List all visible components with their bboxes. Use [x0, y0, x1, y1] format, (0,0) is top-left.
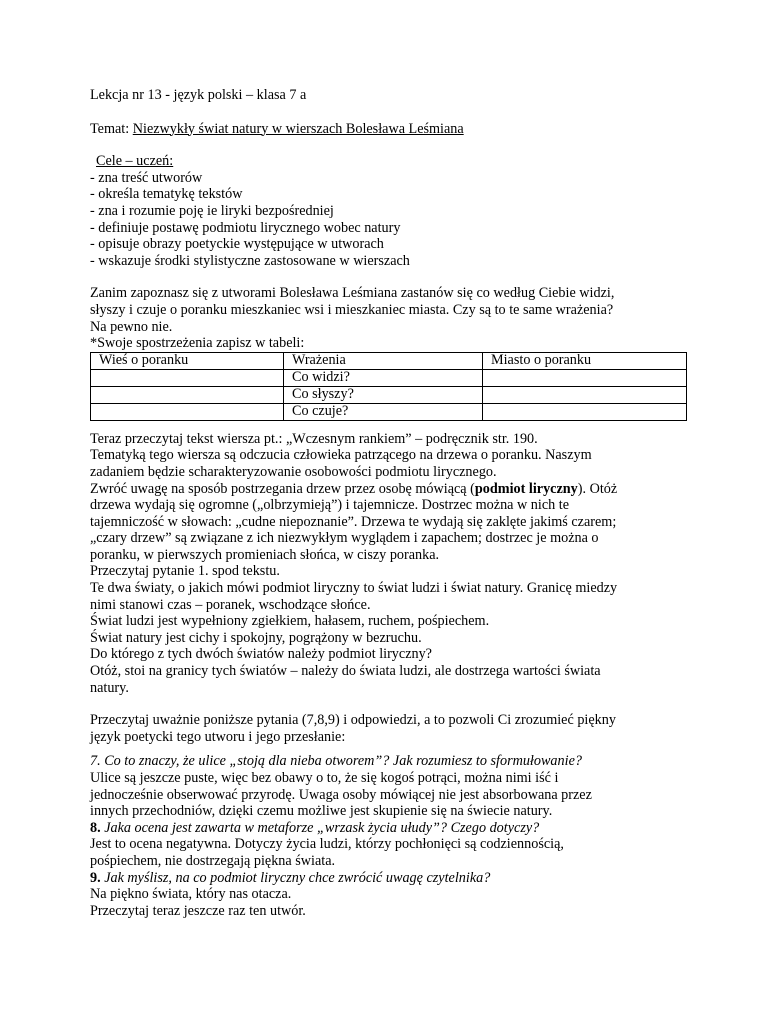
question-9 [90, 870, 690, 887]
table-header-cell: Wieś o poranku [91, 352, 284, 369]
table-row [91, 369, 687, 386]
table-row [91, 403, 687, 420]
body-line: natury. [90, 679, 129, 696]
body-line: tajemniczość w słowach: „cudne niepoznanie”. Drzewa te wydają się zaklęte jakimś czarem; [90, 513, 617, 530]
body-line: Świat ludzi jest wypełniony zgiełkiem, hałasem, ruchem, pośpiechem. [90, 613, 490, 630]
body-line: poranku, w pierwszych promieniach słońca, w ciszy poranka. [90, 546, 440, 563]
goal-item: - określa tematykę tekstów [90, 186, 243, 203]
body-line: Przeczytaj uważnie poniższe pytania (7,8,9) i odpowiedzi, a to pozwoli Ci zrozumieć piękny [90, 712, 616, 729]
table-header-row [91, 352, 687, 369]
question-text: Jaka ocena jest zawarta w metaforze „wrzask życia ułudy”? Czego dotyczy? [100, 819, 540, 836]
lesson-header: Lekcja nr 13 - język polski – klasa 7 a [90, 87, 307, 103]
answer-line: innych przechodniów, dzięki czemu możliwe jest skupienie się na świecie natury. [90, 803, 553, 820]
intro-line: Na pewno nie. [90, 318, 173, 335]
goal-item: - wskazuje środki stylistyczne zastosowane w wierszach [90, 252, 410, 269]
question-text: Jak myślisz, na co podmiot liryczny chce zwrócić uwagę czytelnika? [100, 869, 491, 886]
goal-item: - definiuje postawę podmiotu lirycznego wobec natury [90, 219, 401, 236]
body-line: Otóż, stoi na granicy tych światów – należy do świata ludzi, ale dostrzega wartości świata [90, 663, 601, 680]
body-text: Zwróć uwagę na sposób postrzegania drzew przez osobę mówiącą ( [90, 480, 475, 497]
table-cell: Co słyszy? [284, 386, 483, 403]
body-line: Teraz przeczytaj tekst wiersza pt.: „Wczesnym rankiem” – podręcznik str. 190. [90, 430, 538, 447]
table-cell [483, 403, 687, 420]
question-number: 8. [90, 819, 101, 836]
intro-line: słyszy i czuje o poranku mieszkaniec wsi i mieszkaniec miasta. Czy są to te same wrażenia? [90, 301, 614, 318]
table-header-cell: Wrażenia [284, 352, 483, 369]
document-content [90, 87, 690, 919]
table-cell [91, 386, 284, 403]
answer-line: Ulice są jeszcze puste, więc bez obawy o to, że się kogoś potrąci, można nimi iść i [90, 770, 559, 786]
table-cell: Co widzi? [284, 369, 483, 386]
body-line: „czary drzew” są związane z ich niezwykłym wyglądem i zapachem; dostrzec je można o [90, 530, 599, 547]
body-line: Te dwa światy, o jakich mówi podmiot liryczny to świat ludzi i świat natury. Granicę miedzy [90, 580, 618, 597]
topic-line [90, 121, 690, 138]
goal-item: - zna i rozumie poję ie liryki bezpośredniej [90, 202, 334, 219]
body-text: ). Otóż [577, 480, 618, 497]
goals-heading-text: Cele – uczeń: [96, 153, 174, 170]
table-cell [91, 369, 284, 386]
body-line: drzewa wydają się ogromne („olbrzymieją”) i tajemnicze. Dostrzec można w nich te [90, 497, 570, 514]
goals-heading [90, 153, 690, 170]
answer-line: jednocześnie obserwować przyrodę. Uwaga osoby mówiącej nie jest absorbowana przez [90, 786, 592, 803]
body-line: Do którego z tych dwóch światów należy podmiot liryczny? [90, 646, 432, 663]
table-cell [483, 369, 687, 386]
body-line: Świat natury jest cichy i spokojny, pogrążony w bezruchu. [90, 629, 422, 646]
table-cell [91, 403, 284, 420]
table-row [91, 386, 687, 403]
topic-title: Niezwykły świat natury w wierszach Bolesława Leśmiana [132, 120, 464, 137]
question-7: 7. Co to znaczy, że ulice „stoją dla nieba otworem”? Jak rozumiesz to sformułowanie? [90, 753, 582, 770]
answer-line: pośpiechem, nie dostrzegają piękna świata. [90, 852, 336, 869]
table-cell: Co czuje? [284, 403, 483, 420]
table-header-cell: Miasto o poranku [483, 352, 687, 369]
body-line: zadaniem będzie scharakteryzowanie osobowości podmiotu lirycznego. [90, 463, 497, 480]
body-line: nimi stanowi czas – poranek, wschodzące słońce. [90, 596, 371, 613]
intro-line: *Swoje spostrzeżenia zapisz w tabeli: [90, 335, 305, 352]
closing-line: Przeczytaj teraz jeszcze raz ten utwór. [90, 902, 306, 919]
goal-item: - opisuje obrazy poetyckie występujące w utworach [90, 236, 384, 253]
goal-item: - zna treść utworów [90, 169, 203, 186]
body-line: Tematyką tego wiersza są odczucia człowieka patrzącego na drzewa o poranku. Naszym [90, 447, 592, 464]
body-line: Przeczytaj pytanie 1. spod tekstu. [90, 563, 280, 580]
question-number: 9. [90, 869, 101, 886]
answer-line: Jest to ocena negatywna. Dotyczy życia ludzi, którzy pochłonięci są codziennością, [90, 836, 564, 853]
intro-line: Zanim zapoznasz się z utworami Bolesława Leśmiana zastanów się co według Ciebie widzi, [90, 285, 615, 302]
body-line [90, 481, 690, 498]
bold-term: podmiot liryczny [474, 480, 578, 497]
topic-label: Temat: [90, 120, 133, 137]
table-cell [483, 386, 687, 403]
observation-table [90, 352, 687, 421]
answer-line: Na piękno świata, który nas otacza. [90, 886, 292, 903]
body-line: język poetycki tego utworu i jego przesłanie: [90, 728, 346, 745]
question-8 [90, 820, 690, 837]
